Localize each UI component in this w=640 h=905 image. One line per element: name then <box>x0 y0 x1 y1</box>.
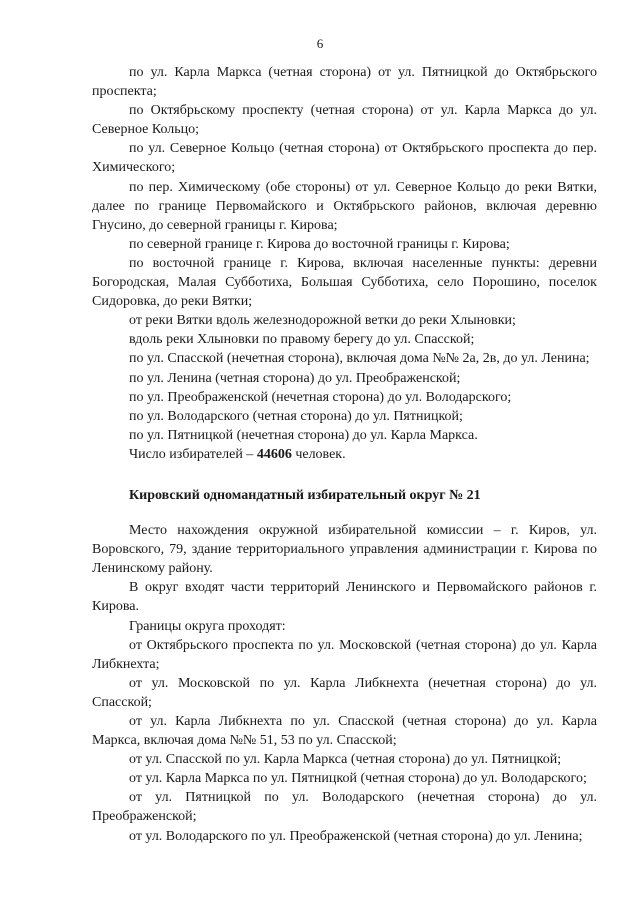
boundary-paragraph: от ул. Спасской по ул. Карла Маркса (четная сторона) до ул. Пятницкой; <box>129 752 562 768</box>
boundary-paragraph: от Октябрьского проспекта по ул. Московской (четная сторона) до ул. Карла Либкнехта; <box>92 637 597 672</box>
boundary-paragraph: по ул. Спасской (нечетная сторона), включая дома №№ 2а, 2в, до ул. Ленина; <box>129 351 590 367</box>
boundary-paragraph: вдоль реки Хлыновки по правому берегу до ул. Спасской; <box>129 332 475 348</box>
boundary-paragraph: по северной границе г. Кирова до восточной границы г. Кирова; <box>129 236 510 252</box>
voters-count: 44606 <box>256 446 292 462</box>
page-number: 6 <box>316 36 324 51</box>
voters-label: Число избирателей – <box>129 446 257 462</box>
boundary-paragraph: от ул. Карла Либкнехта по ул. Спасской (четная сторона) до ул. Карла Маркса, включая дома №№ 51, 53 по ул. Спасской; <box>92 714 597 749</box>
intro-paragraph: В округ входят части территорий Ленинского и Первомайского районов г. Кирова. <box>92 580 597 615</box>
boundary-paragraph: по ул. Преображенской (нечетная сторона) до ул. Володарского; <box>129 389 512 405</box>
boundary-paragraph: от ул. Володарского по ул. Преображенской (четная сторона) до ул. Ленина; <box>129 828 583 844</box>
voters-count-line <box>92 445 597 464</box>
boundary-paragraph: по пер. Химическому (обе стороны) от ул. Северное Кольцо до реки Вятки, далее по границе Первомайского и Октябрьского районов, включая деревню Гнусино, до северной границы г. Кирова; <box>92 179 597 233</box>
boundary-paragraph: от ул. Карла Маркса по ул. Пятницкой (четная сторона) до ул. Володарского; <box>129 771 587 787</box>
boundary-paragraph: по ул. Карла Маркса (четная сторона) от ул. Пятницкой до Октябрьского проспекта; <box>92 65 597 100</box>
boundary-paragraph: по ул. Пятницкой (нечетная сторона) до ул. Карла Маркса. <box>129 427 478 443</box>
boundary-paragraph: от ул. Пятницкой по ул. Володарского (нечетная сторона) до ул. Преображенской; <box>92 790 597 825</box>
intro-paragraph: Место нахождения окружной избирательной комиссии – г. Киров, ул. Воровского, 79, здание территориального управления администрации г. Кирова по Ленинскому району. <box>92 523 597 577</box>
boundary-paragraph: по восточной границе г. Кирова, включая населенные пункты: деревни Богородская, Малая Субботиха, Большая Субботиха, село Порошино, поселок Сидоровка, до реки Вятки; <box>92 255 597 310</box>
boundary-paragraph: по ул. Северное Кольцо (четная сторона) от Октябрьского проспекта до пер. Химического; <box>92 141 597 176</box>
boundary-paragraph: по ул. Володарского (четная сторона) до ул. Пятницкой; <box>129 408 463 424</box>
district-heading: Кировский одномандатный избирательный округ № 21 <box>129 487 481 503</box>
intro-paragraph: Границы округа проходят: <box>129 618 286 634</box>
boundary-paragraph: по ул. Ленина (четная сторона) до ул. Преображенской; <box>129 370 461 386</box>
boundary-paragraph: от ул. Московской по ул. Карла Либкнехта (нечетная сторона) до ул. Спасской; <box>92 675 597 710</box>
voters-unit: человек. <box>291 446 346 462</box>
document-body <box>92 63 597 846</box>
boundary-paragraph: от реки Вятки вдоль железнодорожной ветки до реки Хлыновки; <box>129 313 516 329</box>
boundary-paragraph: по Октябрьскому проспекту (четная сторона) от ул. Карла Маркса до ул. Северное Кольцо; <box>92 103 597 138</box>
